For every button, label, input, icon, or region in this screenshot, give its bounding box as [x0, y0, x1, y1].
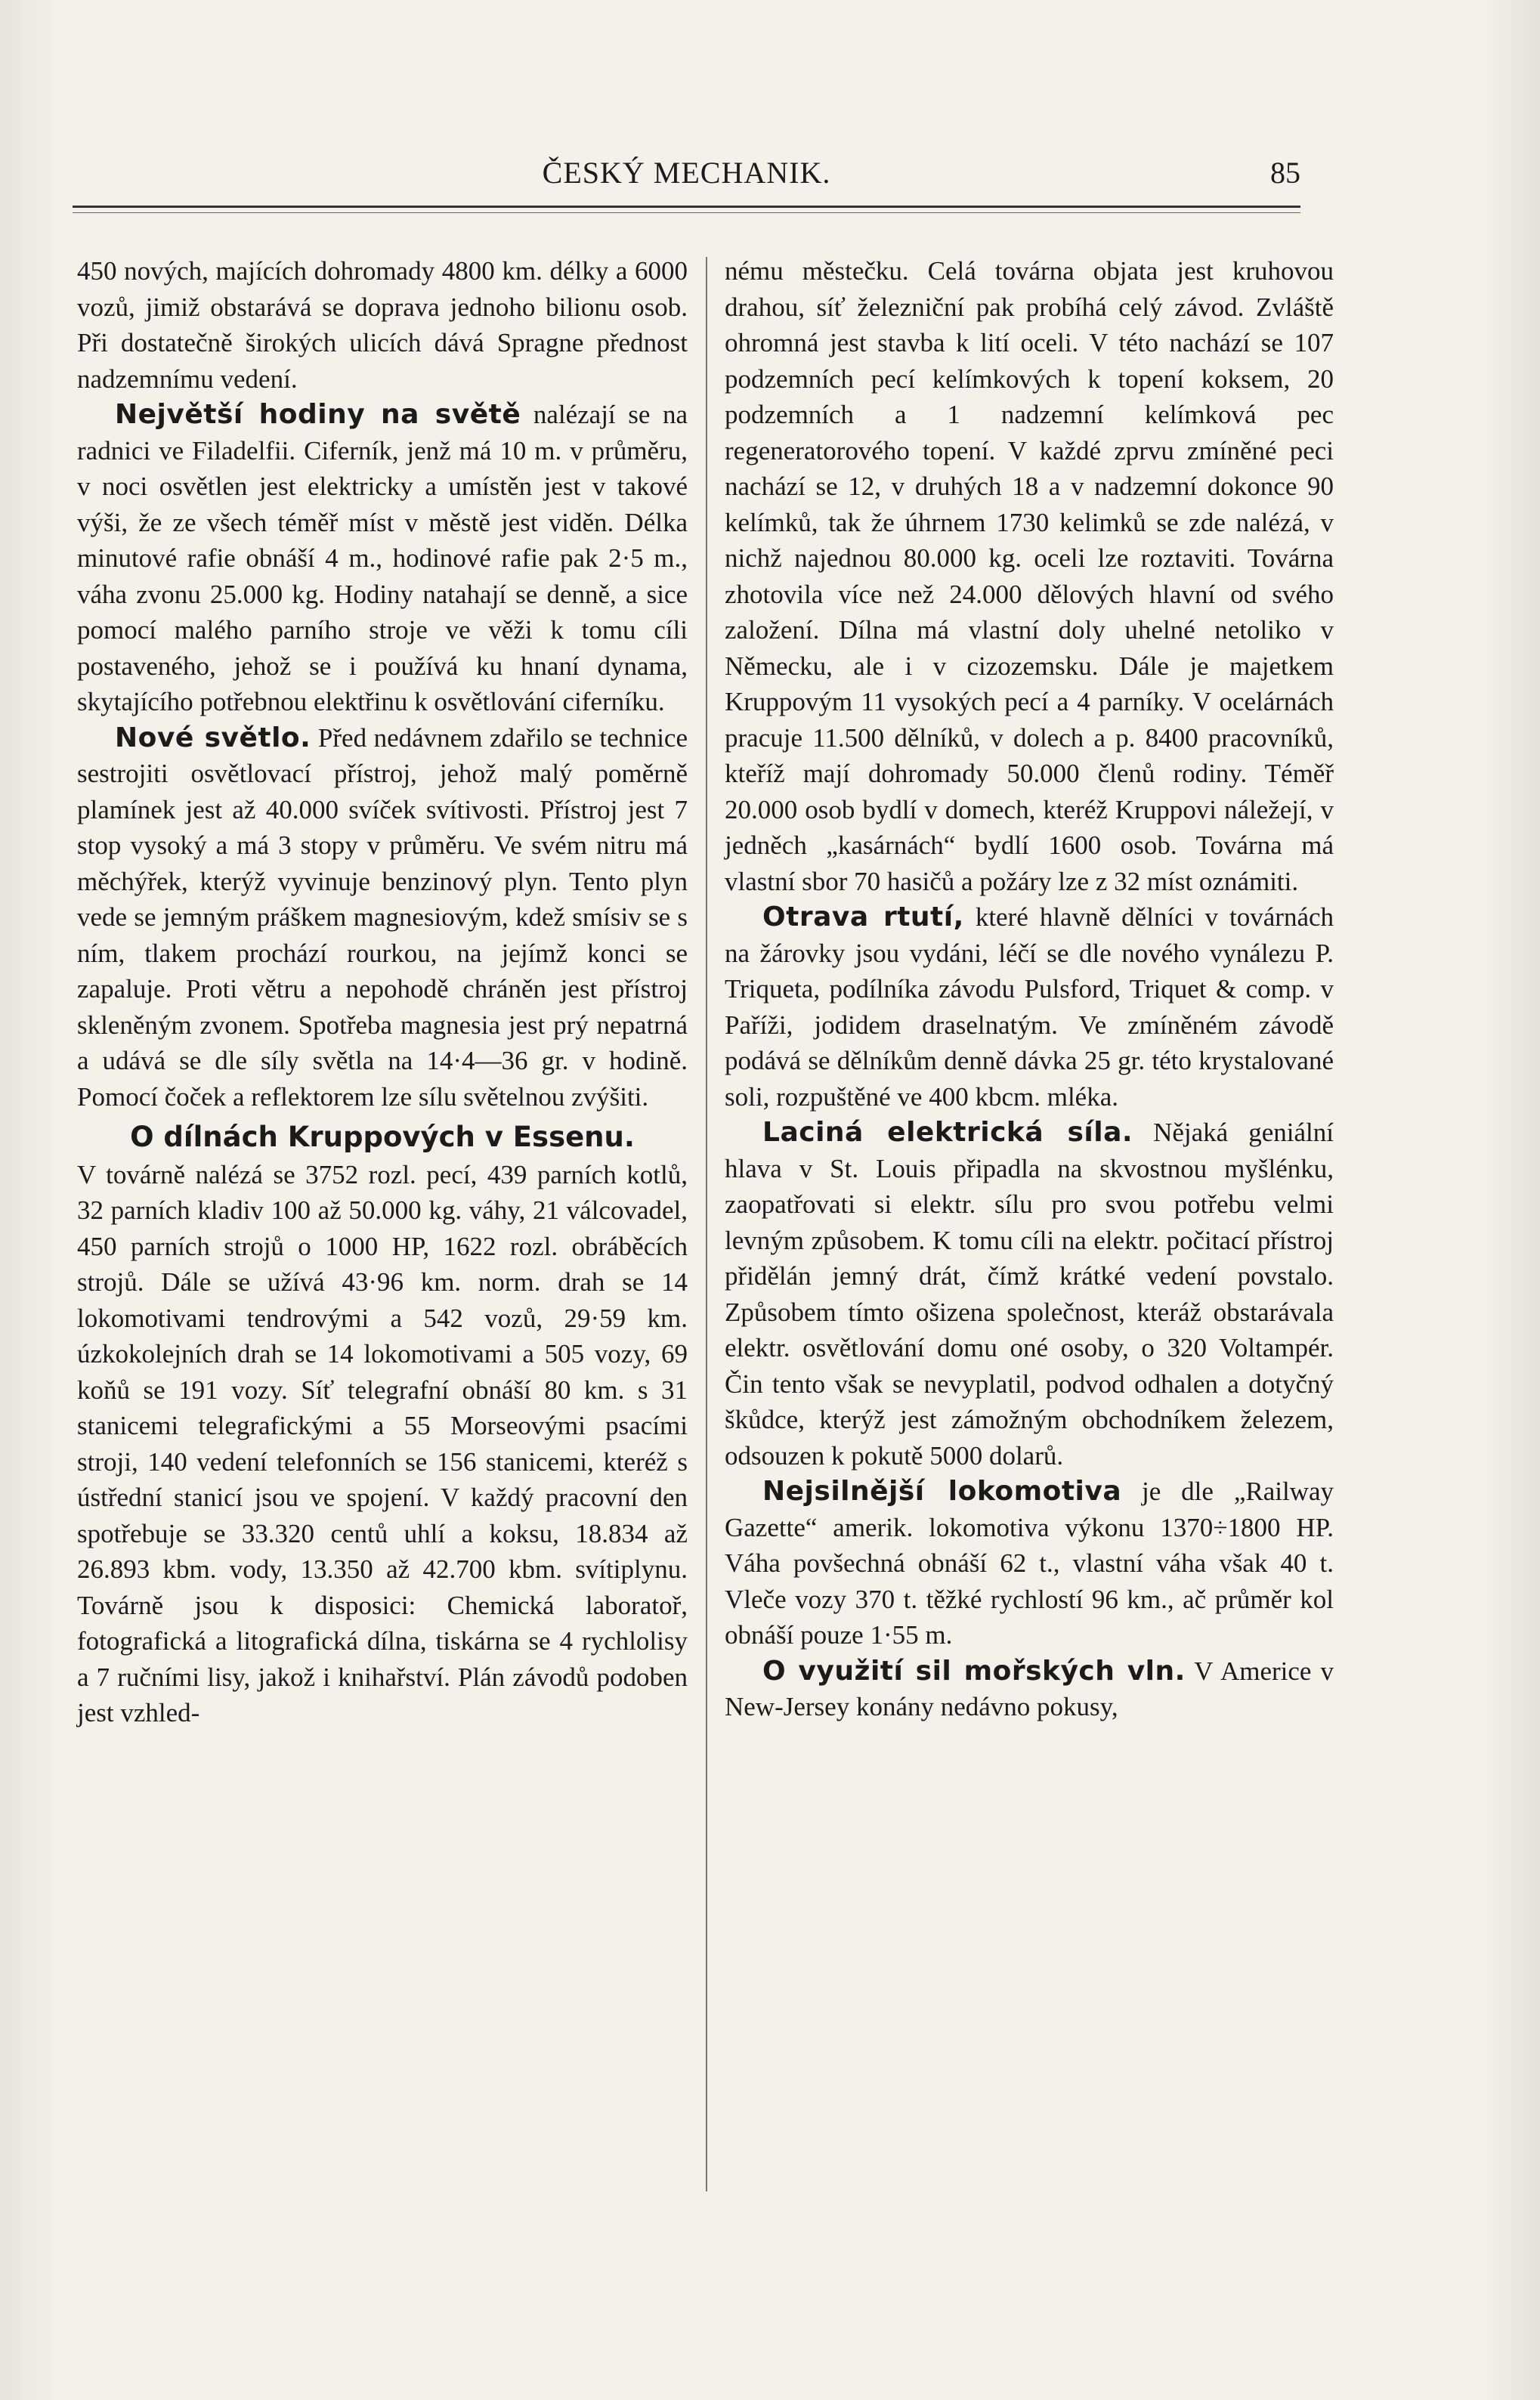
left-column: [77, 253, 688, 1731]
article-text: nalézají se na radnici ve Filadelfii. Ciferník, jenž má 10 m. v průměru, v noci osvětlen jest elektricky a umístěn jest v takové výši, že ze všech téměř míst v městě jest viděn. Délka minutové rafie obnáší 4 m., hodinové rafie pak 2·5 m., váha zvonu 25.000 kg. Hodiny natahají se denně, a sice pomocí malého parního stroje ve věži k tomu cíli postaveného, jehož se i používá ku hnaní dynama, skytajícího potřebnou elektřinu k osvětlování ciferníku.: [77, 400, 688, 716]
right-column: [725, 253, 1334, 1725]
page-number: 85: [1270, 156, 1300, 190]
header-rule: [73, 206, 1300, 208]
running-title: ČESKÝ MECHANIK.: [542, 156, 831, 190]
article-heading: Otrava rtutí,: [762, 902, 964, 932]
column-divider: [706, 257, 707, 2191]
article-new-light: [77, 720, 688, 1115]
article-text: Před nedávnem zdařilo se technice sestrojiti osvětlovací přístroj, jehož malý poměrně plamínek jest až 40.000 svíček svítivosti. Přístroj jest 7 stop vysoký a má 3 stopy v průměru. Ve svém nitru má měchýřek, kterýž vyvinuje benzinový plyn. Tento plyn vede se jemným práškem magnesiovým, kdež smísiv se s ním, tlakem prochází rourkou, na jejímž konci se zapaluje. Proti větru a nepohodě chráněn jest přístroj skleněným zvonem. Spotřeba magnesia jest prý nepatrná a udává se dle síly světla na 14·4—36 gr. v hodině. Pomocí čoček a reflektorem lze sílu světelnou zvýšiti.: [77, 722, 688, 1112]
header-rule-thin: [73, 212, 1300, 213]
article-heading: Největší hodiny na světě: [115, 399, 521, 430]
article-text: které hlavně dělníci v továrnách na žárovky jsou vydáni, léčí se dle nového vynálezu P. Triqueta, podílníka závodu Pulsford, Triquet & comp. v Paříži, jodidem draselnatým. Ve zmíněném závodě podává se dělníkům denně dávka 25 gr. této krystalované soli, rozpuštěné ve 400 kbcm. mléka.: [725, 902, 1334, 1112]
article-largest-clock: [77, 397, 688, 720]
left-paragraph-continued: 450 nových, majících dohromady 4800 km. délky a 6000 vozů, jimiž obstarává se doprava jednoho bilionu osob. Při dostatečně širokých ulicích dává Spragne přednost nadzemnímu vedení.: [77, 256, 688, 394]
article-heading: Nejsilnější lokomotiva: [762, 1476, 1122, 1507]
article-krupp-text: V továrně nalézá se 3752 rozl. pecí, 439 parních kotlů, 32 parních kladiv 100 až 50.000 kg. váhy, 21 válcovadel, 450 parních strojů o 1000 HP, 1622 rozl. obráběcích strojů. Dále se užívá 43·96 km. norm. drah se 14 lokomotivami tendrovými a 542 vozů, 29·59 km. úzkokolejních drah se 14 lokomotivami a 505 vozy, 69 koňů se 191 vozy. Síť telegrafní obnáší 80 km. s 31 stanicemi telegrafickými a 55 Morseovými psacími stroji, 140 vedení telefonních se 156 stanicemi, kteréž s ústřední stanicí jsou ve spojení. V každý pracovní den spotřebuje se 33.320 centů uhlí a koksu, 18.834 až 26.893 kbm. vody, 13.350 až 42.700 kbm. svítiplynu. Továrně jsou k disposici: Chemická laboratoř, fotografická a litografická dílna, tiskárna se 4 rychlolisy a 7 ručními lisy, jakož i knihařství. Plán závodů podoben jest vzhled-: [77, 1159, 688, 1727]
article-heading-krupp: O dílnách Kruppových v Essenu.: [130, 1121, 635, 1153]
article-text: V Americe v New-Jersey konány nedávno pokusy,: [725, 1656, 1334, 1721]
article-sea-waves: [725, 1653, 1334, 1725]
article-heading: O využití sil mořských vln.: [762, 1655, 1186, 1687]
article-heading: Laciná elektrická síla.: [762, 1117, 1133, 1148]
article-text: je dle „Railway Gazette“ amerik. lokomotiva výkonu 1370÷1800 HP. Váha povšechná obnáší 62 t., vlastní váha však 40 t. Vleče vozy 370 t. těžké rychlostí 96 km., ač průměr kol obnáší pouze 1·55 m.: [725, 1477, 1334, 1650]
article-heading: Nové světlo.: [115, 722, 311, 753]
right-paragraph-continued: nému městečku. Celá továrna objata jest kruhovou drahou, síť železniční pak probíhá celý závod. Zvláště ohromná jest stavba k lití oceli. V této nachází se 107 podzemních pecí kelímkových k topení koksem, 20 podzemních a 1 nadzemní kelímková pec regeneratorového topení. V každé zprvu zmíněné peci nachází se 12, v druhých 18 a v nadzemní dokonce 90 kelímků, tak že úhrnem 1730 kelimků se zde nalézá, v nichž najednou 80.000 kg. oceli lze roztaviti. Továrna zhotovila více než 24.000 dělových hlavní od svého založení. Dílna má vlastní doly uhelné netoliko v Německu, ale i v cizozemsku. Dále je majetkem Kruppovým 11 vysokých pecí a 4 parníky. V ocelárnách pracuje 11.500 dělníků, v dolech a p. 8400 pracovníků, kteříž mají dohromady 50.000 členů rodiny. Téměř 20.000 osob bydlí v domech, kteréž Kruppovi náležejí, v jedněch „kasárnách“ bydlí 1600 osob. Továrna má vlastní sbor 70 hasičů a požáry lze z 32 míst oznámiti.: [725, 256, 1334, 896]
article-mercury-poisoning: [725, 899, 1334, 1115]
article-text: Nějaká geniální hlava v St. Louis připadla na skvostnou myšlénku, zaopatřovati si elektr. sílu pro svou potřebu velmi levným způsobem. K tomu cíli na elektr. počitací přístroj přidělán jemný drát, čímž krátké vedení povstalo. Způsobem tímto ošizena společnost, kteráž obstarávala elektr. osvětlování domu oné osoby, o 320 Voltampér. Čin tento však se nevyplatil, podvod odhalen a dotyčný škůdce, kterýž jest zámožným obchodníkem železem, odsouzen k pokutě 5000 dolarů.: [725, 1118, 1334, 1471]
article-cheap-electric-power: [725, 1115, 1334, 1474]
article-strongest-locomotive: [725, 1474, 1334, 1653]
page-header: [73, 155, 1300, 208]
